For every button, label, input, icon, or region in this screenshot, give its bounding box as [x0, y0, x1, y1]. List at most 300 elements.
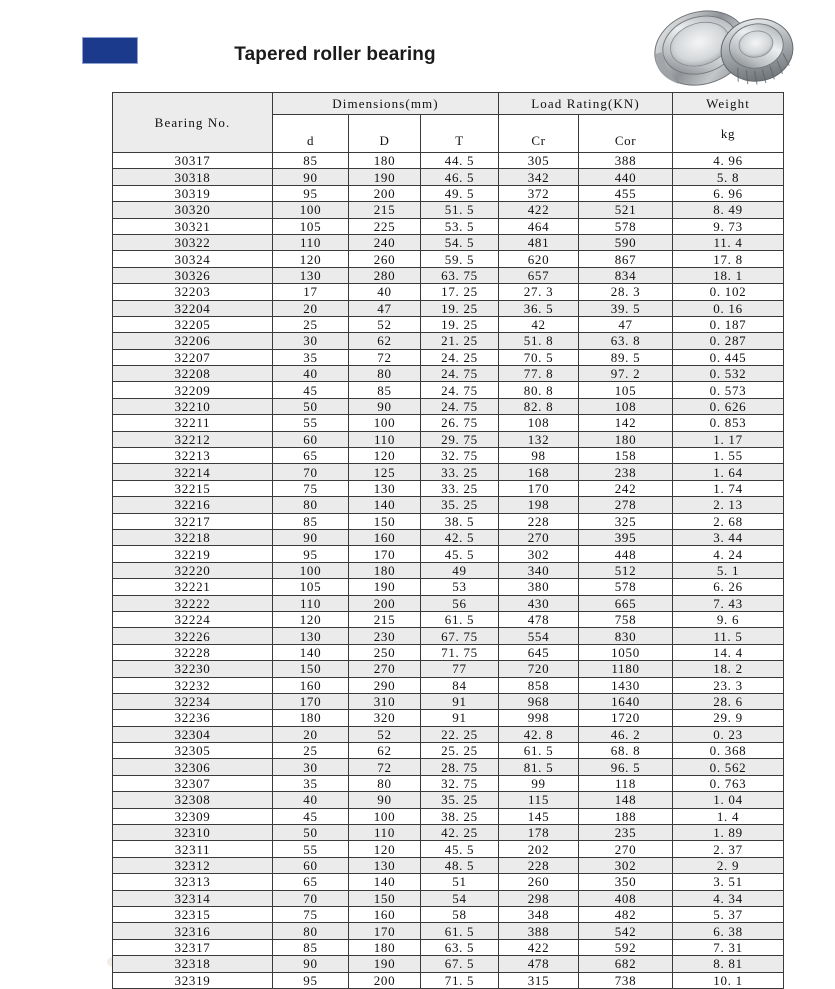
cell-cr: 340: [499, 562, 579, 578]
cell-outer-D: 85: [349, 382, 421, 398]
table-row: [113, 382, 784, 398]
cell-bearing-no: 32304: [113, 726, 273, 742]
cell-width-T: 61. 5: [421, 611, 499, 627]
cell-weight-kg: 6. 26: [673, 579, 784, 595]
cell-outer-D: 190: [349, 579, 421, 595]
cell-cor: 97. 2: [579, 366, 673, 382]
cell-width-T: 45. 5: [421, 546, 499, 562]
cell-bearing-no: 32232: [113, 677, 273, 693]
table-row: [113, 628, 784, 644]
table-row: [113, 939, 784, 955]
cell-outer-D: 40: [349, 284, 421, 300]
cell-weight-kg: 29. 9: [673, 710, 784, 726]
table-row: [113, 956, 784, 972]
cell-width-T: 33. 25: [421, 480, 499, 496]
table-row: [113, 169, 784, 185]
cell-cor: 455: [579, 185, 673, 201]
cell-cor: 1640: [579, 693, 673, 709]
cell-cr: 70. 5: [499, 349, 579, 365]
cell-cr: 657: [499, 267, 579, 283]
cell-outer-D: 100: [349, 415, 421, 431]
cell-cr: 170: [499, 480, 579, 496]
cell-outer-D: 160: [349, 906, 421, 922]
table-row: [113, 267, 784, 283]
cell-bearing-no: 32318: [113, 956, 273, 972]
cell-outer-D: 90: [349, 398, 421, 414]
table-row: [113, 579, 784, 595]
cell-width-T: 91: [421, 693, 499, 709]
cell-cr: 228: [499, 513, 579, 529]
cell-cor: 188: [579, 808, 673, 824]
table-row: [113, 529, 784, 545]
cell-bearing-no: 32308: [113, 792, 273, 808]
cell-width-T: 35. 25: [421, 792, 499, 808]
cell-cor: 158: [579, 448, 673, 464]
cell-weight-kg: 0. 532: [673, 366, 784, 382]
cell-cor: 180: [579, 431, 673, 447]
cell-bore-d: 95: [273, 185, 349, 201]
cell-cor: 834: [579, 267, 673, 283]
cell-outer-D: 90: [349, 792, 421, 808]
cell-bearing-no: 32316: [113, 923, 273, 939]
cell-weight-kg: 0. 368: [673, 743, 784, 759]
cell-cor: 350: [579, 874, 673, 890]
cell-bore-d: 85: [273, 513, 349, 529]
cell-bore-d: 70: [273, 464, 349, 480]
cell-cr: 198: [499, 497, 579, 513]
cell-bore-d: 40: [273, 792, 349, 808]
cell-width-T: 67. 5: [421, 956, 499, 972]
cell-weight-kg: 0. 187: [673, 316, 784, 332]
cell-bearing-no: 32211: [113, 415, 273, 431]
cell-bearing-no: 32219: [113, 546, 273, 562]
cell-cor: 408: [579, 890, 673, 906]
cell-outer-D: 52: [349, 726, 421, 742]
cell-cr: 36. 5: [499, 300, 579, 316]
cell-bore-d: 60: [273, 431, 349, 447]
cell-cor: 1720: [579, 710, 673, 726]
cell-bore-d: 35: [273, 349, 349, 365]
cell-outer-D: 80: [349, 775, 421, 791]
cell-weight-kg: 11. 5: [673, 628, 784, 644]
cell-bore-d: 100: [273, 202, 349, 218]
cell-bearing-no: 30318: [113, 169, 273, 185]
table-row: [113, 874, 784, 890]
cell-cr: 998: [499, 710, 579, 726]
cell-bore-d: 130: [273, 628, 349, 644]
cell-width-T: 35. 25: [421, 497, 499, 513]
cell-width-T: 53: [421, 579, 499, 595]
cell-outer-D: 125: [349, 464, 421, 480]
cell-cor: 148: [579, 792, 673, 808]
cell-outer-D: 150: [349, 890, 421, 906]
cell-bore-d: 170: [273, 693, 349, 709]
cell-bore-d: 17: [273, 284, 349, 300]
cell-outer-D: 200: [349, 185, 421, 201]
cell-outer-D: 180: [349, 153, 421, 169]
cell-outer-D: 110: [349, 825, 421, 841]
cell-bore-d: 55: [273, 415, 349, 431]
cell-cor: 118: [579, 775, 673, 791]
page-title: Tapered roller bearing: [234, 44, 436, 65]
cell-width-T: 63. 75: [421, 267, 499, 283]
col-subheader-D-outer: D: [349, 115, 421, 153]
cell-cor: 395: [579, 529, 673, 545]
cell-bearing-no: 32206: [113, 333, 273, 349]
cell-width-T: 22. 25: [421, 726, 499, 742]
cell-bore-d: 160: [273, 677, 349, 693]
cell-outer-D: 310: [349, 693, 421, 709]
cell-bore-d: 150: [273, 661, 349, 677]
bearing-spec-table: [112, 92, 784, 989]
cell-cor: 867: [579, 251, 673, 267]
table-row: [113, 546, 784, 562]
cell-bearing-no: 32207: [113, 349, 273, 365]
cell-cor: 578: [579, 218, 673, 234]
cell-bearing-no: 32213: [113, 448, 273, 464]
cell-weight-kg: 9. 6: [673, 611, 784, 627]
cell-cr: 27. 3: [499, 284, 579, 300]
cell-bore-d: 95: [273, 972, 349, 988]
cell-weight-kg: 18. 2: [673, 661, 784, 677]
cell-outer-D: 190: [349, 169, 421, 185]
cell-outer-D: 130: [349, 857, 421, 873]
cell-bearing-no: 32224: [113, 611, 273, 627]
cell-outer-D: 80: [349, 366, 421, 382]
cell-cor: 108: [579, 398, 673, 414]
cell-cor: 278: [579, 497, 673, 513]
cell-cor: 96. 5: [579, 759, 673, 775]
cell-cr: 108: [499, 415, 579, 431]
cell-width-T: 51: [421, 874, 499, 890]
cell-cor: 105: [579, 382, 673, 398]
cell-weight-kg: 1. 17: [673, 431, 784, 447]
cell-cr: 42. 8: [499, 726, 579, 742]
cell-outer-D: 150: [349, 513, 421, 529]
table-row: [113, 825, 784, 841]
cell-outer-D: 120: [349, 448, 421, 464]
cell-width-T: 19. 25: [421, 300, 499, 316]
cell-cr: 554: [499, 628, 579, 644]
cell-width-T: 42. 5: [421, 529, 499, 545]
cell-bearing-no: 32212: [113, 431, 273, 447]
cell-outer-D: 62: [349, 743, 421, 759]
cell-outer-D: 130: [349, 480, 421, 496]
cell-bore-d: 35: [273, 775, 349, 791]
cell-width-T: 48. 5: [421, 857, 499, 873]
cell-outer-D: 62: [349, 333, 421, 349]
cell-weight-kg: 0. 562: [673, 759, 784, 775]
table-row: [113, 366, 784, 382]
cell-cor: 1430: [579, 677, 673, 693]
table-row: [113, 923, 784, 939]
cell-outer-D: 52: [349, 316, 421, 332]
cell-bore-d: 120: [273, 251, 349, 267]
cell-bore-d: 25: [273, 316, 349, 332]
cell-bearing-no: 30326: [113, 267, 273, 283]
cell-bore-d: 110: [273, 595, 349, 611]
table-row: [113, 906, 784, 922]
cell-cor: 235: [579, 825, 673, 841]
cell-weight-kg: 4. 34: [673, 890, 784, 906]
table-row: [113, 300, 784, 316]
cell-width-T: 58: [421, 906, 499, 922]
cell-weight-kg: 3. 44: [673, 529, 784, 545]
cell-width-T: 32. 75: [421, 448, 499, 464]
cell-bearing-no: 32209: [113, 382, 273, 398]
cell-weight-kg: 1. 89: [673, 825, 784, 841]
cell-width-T: 49: [421, 562, 499, 578]
cell-bearing-no: 30322: [113, 234, 273, 250]
cell-outer-D: 110: [349, 431, 421, 447]
table-row: [113, 759, 784, 775]
cell-bearing-no: 32310: [113, 825, 273, 841]
table-body: [113, 153, 784, 989]
cell-cr: 80. 8: [499, 382, 579, 398]
cell-bearing-no: 32208: [113, 366, 273, 382]
table-row: [113, 562, 784, 578]
cell-width-T: 26. 75: [421, 415, 499, 431]
cell-width-T: 24. 25: [421, 349, 499, 365]
col-header-bearing-no: Bearing No.: [113, 93, 273, 153]
cell-cr: 422: [499, 202, 579, 218]
cell-cr: 51. 8: [499, 333, 579, 349]
bearing-spec-table-wrapper: [112, 92, 783, 989]
table-row: [113, 661, 784, 677]
cell-outer-D: 72: [349, 349, 421, 365]
cell-bore-d: 80: [273, 497, 349, 513]
cell-bearing-no: 30319: [113, 185, 273, 201]
cell-width-T: 24. 75: [421, 382, 499, 398]
cell-bore-d: 45: [273, 808, 349, 824]
cell-bore-d: 85: [273, 153, 349, 169]
cell-bearing-no: 32314: [113, 890, 273, 906]
cell-bearing-no: 32315: [113, 906, 273, 922]
table-row: [113, 808, 784, 824]
cell-bore-d: 20: [273, 726, 349, 742]
cell-cr: 98: [499, 448, 579, 464]
cell-width-T: 42. 25: [421, 825, 499, 841]
cell-cor: 39. 5: [579, 300, 673, 316]
cell-bearing-no: 32222: [113, 595, 273, 611]
cell-bore-d: 130: [273, 267, 349, 283]
cell-cr: 478: [499, 611, 579, 627]
cell-weight-kg: 2. 68: [673, 513, 784, 529]
table-row: [113, 890, 784, 906]
cell-width-T: 46. 5: [421, 169, 499, 185]
cell-outer-D: 180: [349, 939, 421, 955]
cell-weight-kg: 17. 8: [673, 251, 784, 267]
cell-outer-D: 160: [349, 529, 421, 545]
cell-weight-kg: 6. 96: [673, 185, 784, 201]
table-row: [113, 431, 784, 447]
cell-weight-kg: 6. 38: [673, 923, 784, 939]
cell-width-T: 84: [421, 677, 499, 693]
cell-cr: 168: [499, 464, 579, 480]
cell-bearing-no: 32306: [113, 759, 273, 775]
cell-cor: 63. 8: [579, 333, 673, 349]
cell-bearing-no: 32307: [113, 775, 273, 791]
cell-weight-kg: 28. 6: [673, 693, 784, 709]
cell-cr: 348: [499, 906, 579, 922]
cell-outer-D: 270: [349, 661, 421, 677]
cell-cr: 115: [499, 792, 579, 808]
cell-cr: 228: [499, 857, 579, 873]
table-row: [113, 398, 784, 414]
cell-cor: 542: [579, 923, 673, 939]
cell-width-T: 17. 25: [421, 284, 499, 300]
cell-cor: 512: [579, 562, 673, 578]
cell-outer-D: 230: [349, 628, 421, 644]
cell-bore-d: 75: [273, 480, 349, 496]
cell-width-T: 53. 5: [421, 218, 499, 234]
cell-bearing-no: 32319: [113, 972, 273, 988]
cell-bearing-no: 32216: [113, 497, 273, 513]
cell-width-T: 63. 5: [421, 939, 499, 955]
cell-width-T: 54: [421, 890, 499, 906]
cell-cr: 132: [499, 431, 579, 447]
cell-width-T: 67. 75: [421, 628, 499, 644]
cell-bore-d: 65: [273, 874, 349, 890]
cell-bearing-no: 32313: [113, 874, 273, 890]
col-subheader-T-width: T: [421, 115, 499, 153]
cell-width-T: 24. 75: [421, 398, 499, 414]
cell-bore-d: 95: [273, 546, 349, 562]
cell-outer-D: 200: [349, 972, 421, 988]
cell-cor: 521: [579, 202, 673, 218]
cell-outer-D: 320: [349, 710, 421, 726]
cell-width-T: 21. 25: [421, 333, 499, 349]
col-header-weight: Weight: [673, 93, 784, 115]
cell-cor: 89. 5: [579, 349, 673, 365]
cell-weight-kg: 8. 81: [673, 956, 784, 972]
cell-outer-D: 100: [349, 808, 421, 824]
cell-outer-D: 200: [349, 595, 421, 611]
table-row: [113, 775, 784, 791]
cell-cr: 302: [499, 546, 579, 562]
cell-cor: 28. 3: [579, 284, 673, 300]
cell-bearing-no: 32226: [113, 628, 273, 644]
cell-weight-kg: 2. 37: [673, 841, 784, 857]
cell-outer-D: 240: [349, 234, 421, 250]
table-row: [113, 153, 784, 169]
table-row: [113, 693, 784, 709]
table-row: [113, 480, 784, 496]
cell-weight-kg: 2. 9: [673, 857, 784, 873]
cell-cr: 260: [499, 874, 579, 890]
cell-bore-d: 50: [273, 398, 349, 414]
cell-bearing-no: 32317: [113, 939, 273, 955]
cell-weight-kg: 0. 763: [673, 775, 784, 791]
cell-cr: 270: [499, 529, 579, 545]
cell-weight-kg: 5. 1: [673, 562, 784, 578]
cell-cr: 430: [499, 595, 579, 611]
col-header-dimensions: Dimensions(mm): [273, 93, 499, 115]
cell-bearing-no: 32220: [113, 562, 273, 578]
cell-bearing-no: 32221: [113, 579, 273, 595]
cell-width-T: 49. 5: [421, 185, 499, 201]
cell-bearing-no: 32230: [113, 661, 273, 677]
cell-cor: 68. 8: [579, 743, 673, 759]
cell-cr: 298: [499, 890, 579, 906]
cell-width-T: 45. 5: [421, 841, 499, 857]
table-row: [113, 316, 784, 332]
cell-bore-d: 80: [273, 923, 349, 939]
cell-width-T: 32. 75: [421, 775, 499, 791]
tapered-roller-bearing-photo: [639, 2, 817, 92]
table-row: [113, 611, 784, 627]
cell-bore-d: 50: [273, 825, 349, 841]
table-row: [113, 513, 784, 529]
cell-weight-kg: 0. 853: [673, 415, 784, 431]
cell-bore-d: 65: [273, 448, 349, 464]
cell-cr: 315: [499, 972, 579, 988]
cell-cr: 645: [499, 644, 579, 660]
cell-cor: 46. 2: [579, 726, 673, 742]
cell-bore-d: 105: [273, 218, 349, 234]
cell-outer-D: 215: [349, 202, 421, 218]
cell-bore-d: 25: [273, 743, 349, 759]
cell-outer-D: 190: [349, 956, 421, 972]
cell-weight-kg: 0. 626: [673, 398, 784, 414]
cell-outer-D: 290: [349, 677, 421, 693]
cell-bore-d: 90: [273, 169, 349, 185]
cell-bearing-no: 32218: [113, 529, 273, 545]
cell-width-T: 56: [421, 595, 499, 611]
cell-cr: 61. 5: [499, 743, 579, 759]
cell-width-T: 77: [421, 661, 499, 677]
cell-outer-D: 260: [349, 251, 421, 267]
table-row: [113, 234, 784, 250]
cell-outer-D: 140: [349, 497, 421, 513]
col-subheader-cr: Cr: [499, 115, 579, 153]
table-row: [113, 218, 784, 234]
cell-width-T: 29. 75: [421, 431, 499, 447]
cell-outer-D: 170: [349, 546, 421, 562]
cell-cr: 858: [499, 677, 579, 693]
cell-bore-d: 45: [273, 382, 349, 398]
table-row: [113, 349, 784, 365]
cell-cr: 342: [499, 169, 579, 185]
cell-bore-d: 75: [273, 906, 349, 922]
cell-bearing-no: 30321: [113, 218, 273, 234]
cell-cr: 77. 8: [499, 366, 579, 382]
cell-bearing-no: 32214: [113, 464, 273, 480]
cell-weight-kg: 4. 24: [673, 546, 784, 562]
cell-bore-d: 85: [273, 939, 349, 955]
header-group-row: [113, 93, 784, 115]
cell-cor: 325: [579, 513, 673, 529]
table-row: [113, 841, 784, 857]
cell-outer-D: 215: [349, 611, 421, 627]
cell-bore-d: 30: [273, 759, 349, 775]
cell-weight-kg: 11. 4: [673, 234, 784, 250]
cell-cr: 202: [499, 841, 579, 857]
cell-bore-d: 105: [273, 579, 349, 595]
col-header-load-rating: Load Rating(KN): [499, 93, 673, 115]
cell-cor: 388: [579, 153, 673, 169]
cell-weight-kg: 0. 573: [673, 382, 784, 398]
table-header: [113, 93, 784, 153]
cell-cor: 738: [579, 972, 673, 988]
cell-bearing-no: 32234: [113, 693, 273, 709]
cell-bore-d: 70: [273, 890, 349, 906]
cell-bearing-no: 30317: [113, 153, 273, 169]
cell-bearing-no: 32236: [113, 710, 273, 726]
col-subheader-kg: kg: [673, 115, 784, 153]
cell-bearing-no: 32204: [113, 300, 273, 316]
cell-cr: 82. 8: [499, 398, 579, 414]
